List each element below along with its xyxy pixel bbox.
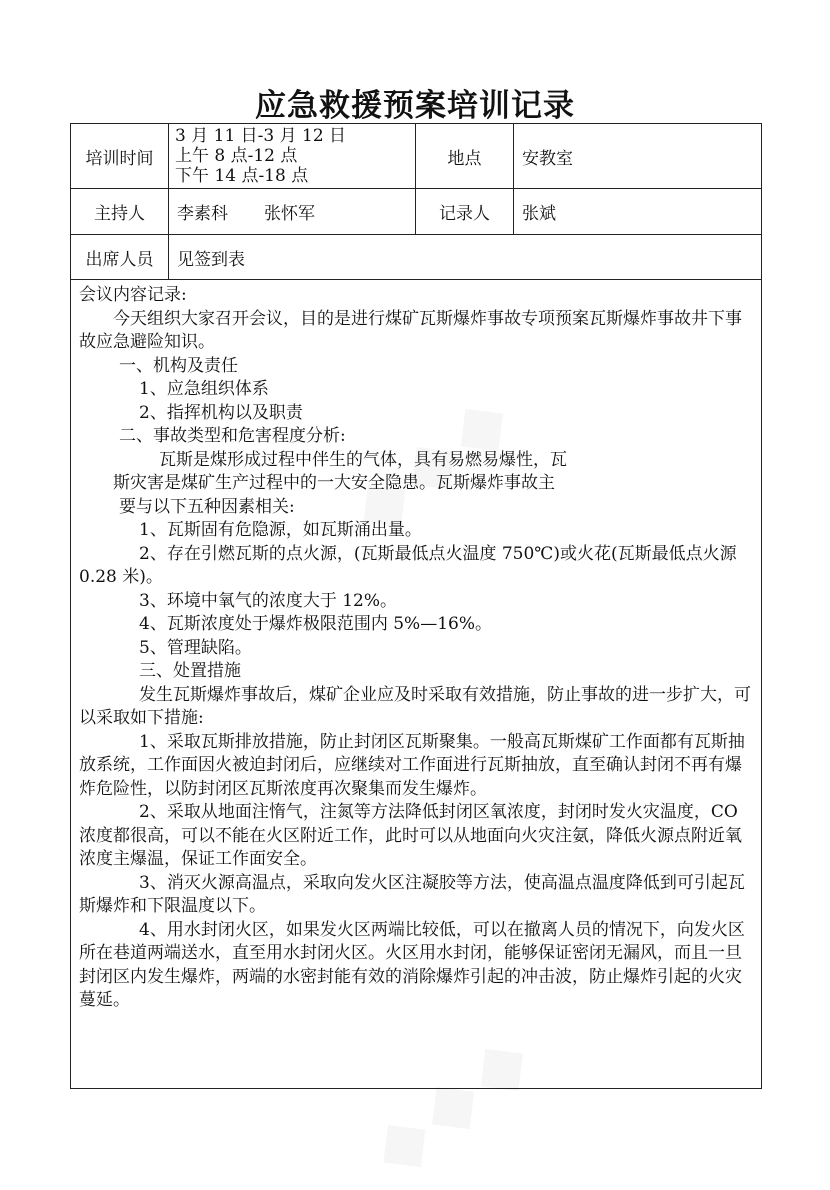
- section-3-intro: 发生瓦斯爆炸事故后，煤矿企业应及时采取有效措施，防止事故的进一步扩大，可以采取如下措施:: [79, 684, 751, 728]
- factor-3: 3、环境中氧气的浓度大于 12%。: [139, 590, 398, 611]
- measure-3: 3、消灭火源高温点，采取向发火区注凝胶等方法，使高温点温度降低到可引起瓦斯爆炸和下限温度以下。: [79, 872, 745, 916]
- recorder-label: 记录人: [416, 189, 514, 235]
- content-heading: 会议内容记录:: [79, 285, 187, 305]
- time-value: [169, 124, 416, 189]
- row-host-recorder: [71, 189, 762, 235]
- time-line-morning: 上午 8 点-12 点: [175, 146, 298, 166]
- host-value: [169, 189, 416, 235]
- section-2-line-1: 瓦斯是煤形成过程中伴生的气体，具有易燃易爆性，瓦: [159, 449, 567, 470]
- training-record-table: [70, 123, 762, 1089]
- section-1-item-1: 1、应急组织体系: [139, 379, 269, 399]
- factor-2: 2、存在引燃瓦斯的点火源，(瓦斯最低点火温度 750℃)或火花(瓦斯最低点火源 0.28 米)。: [79, 543, 737, 587]
- factor-4: 4、瓦斯浓度处于爆炸极限范围内 5%—16%。: [139, 614, 492, 634]
- row-attendees: [71, 235, 762, 280]
- section-1-heading: 一、机构及责任: [119, 355, 238, 376]
- row-time-place: [71, 124, 762, 189]
- attendee-label: 出席人员: [71, 235, 169, 280]
- measure-1: 1、采取瓦斯排放措施，防止封闭区瓦斯聚集。一般高瓦斯煤矿工作面都有瓦斯抽放系统，工作面因火被迫封闭后，应继续对工作面进行瓦斯抽放，直至确认封闭不再有爆炸危险性，以防封闭区瓦斯浓度再次聚集而发生爆炸。: [79, 731, 745, 799]
- time-label: 培训时间: [71, 124, 169, 189]
- recorder-value: 张斌: [514, 189, 762, 235]
- section-3-heading: 三、处置措施: [139, 661, 241, 681]
- content-intro: 今天组织大家召开会议，目的是进行煤矿瓦斯爆炸事故专项预案瓦斯爆炸事故井下事故应急避险知识。: [79, 308, 742, 352]
- place-label: 地点: [416, 124, 514, 189]
- host-label: 主持人: [71, 189, 169, 235]
- factor-1: 1、瓦斯固有危隐源，如瓦斯涌出量。: [139, 520, 422, 540]
- row-content: [71, 280, 762, 1089]
- section-1-item-2: 2、指挥机构以及职责: [139, 402, 303, 423]
- meeting-content: [71, 280, 762, 1089]
- time-line-date: 3 月 11 日-3 月 12 日: [175, 126, 347, 146]
- host-name-2: 张怀军: [264, 204, 315, 224]
- section-2-line-3: 要与以下五种因素相关:: [119, 496, 295, 517]
- measure-4: 4、用水封闭火区，如果发火区两端比较低，可以在撤离人员的情况下，向发火区所在巷道两端送水，直至用水封闭火区。火区用水封闭，能够保证密闭无漏风，而且一旦封闭区内发生爆炸，两端的水密封能有效的消除爆炸引起的冲击波，防止爆炸引起的火灾蔓延。: [79, 919, 745, 1010]
- section-2-heading: 二、事故类型和危害程度分析:: [119, 426, 346, 446]
- section-2-line-2: 斯灾害是煤矿生产过程中的一大安全隐患。瓦斯爆炸事故主: [113, 473, 555, 493]
- attendee-value: 见签到表: [169, 235, 762, 280]
- measure-2: 2、采取从地面注惰气，注氮等方法降低封闭区氧浓度，封闭时发火灾温度，CO 浓度都很高，可以不能在火区附近工作，此时可以从地面向火灾注氨，降低火源点附近氧浓度主爆温，保证工作面安全。: [79, 802, 742, 869]
- host-name-1: 李素科: [177, 204, 228, 224]
- time-line-afternoon: 下午 14 点-18 点: [175, 166, 309, 186]
- place-value: 安教室: [514, 124, 762, 189]
- page-title: 应急救援预案培训记录: [255, 88, 575, 124]
- factor-5: 5、管理缺陷。: [139, 637, 252, 658]
